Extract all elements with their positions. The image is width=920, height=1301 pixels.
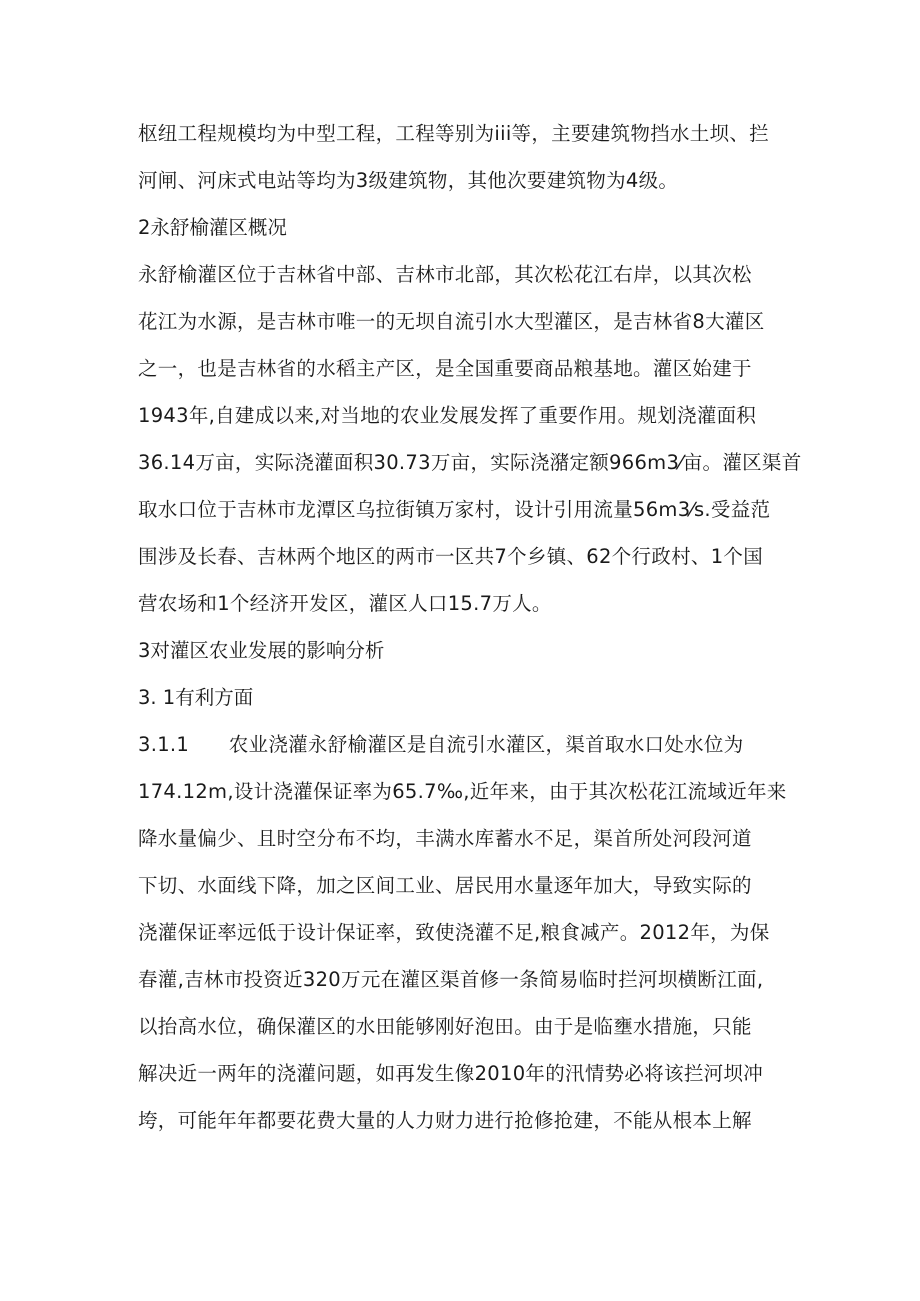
section-heading: 2永舒榆灌区概况 [138, 216, 287, 239]
text-line: 浇灌保证率远低于设计保证率，致使浇灌不足,粮食减产。2012年，为保 [138, 921, 770, 944]
text-line: 河闸、河床式电站等均为3级建筑物，其他次要建筑物为4级。 [138, 169, 679, 192]
text-line: 降水量偏少、且时空分布不均，丰满水库蓄水不足，渠首所处河段河道 [138, 827, 752, 850]
section-heading: 3对灌区农业发展的影响分析 [138, 639, 385, 662]
text-line: 174.12m,设计浇灌保证率为65.7‰,近年来，由于其次松花江流域近年来 [138, 780, 787, 803]
text-line: 36.14万亩，实际浇灌面积30.73万亩，实际浇潴定额966m3⁄亩。灌区渠首 [138, 451, 802, 474]
text-line: 以抬高水位，确保灌区的水田能够刚好泡田。由于是临壅水措施，只能 [138, 1015, 752, 1038]
text-line: 之一，也是吉林省的水稻主产区，是全国重要商品粮基地。灌区始建于 [138, 357, 752, 380]
text-line: 解决近一两年的浇灌问题，如再发生像2010年的汛情势必将该拦河坝冲 [138, 1062, 764, 1085]
text-line: 春灌,吉林市投资近320万元在灌区渠首修一条简易临时拦河坝横断江面, [138, 968, 764, 991]
text-line: 永舒榆灌区位于吉林省中部、吉林市北部，其次松花江右岸，以其次松 [138, 263, 752, 286]
text-line: 营农场和1个经济开发区，灌区人口15.7万人。 [138, 592, 552, 615]
text-line: 花江为水源，是吉林市唯一的无坝自流引水大型灌区，是吉林省8大灌区 [138, 310, 765, 333]
text-line: 1943年,自建成以来,对当地的农业发展发挥了重要作用。规划浇灌面积 [138, 404, 757, 427]
subsection-heading: 3. 1有利方面 [138, 686, 254, 709]
text-line: 下切、水面线下降，加之区间工业、居民用水量逐年加大，导致实际的 [138, 874, 752, 897]
text-line: 枢纽工程规模均为中型工程，工程等别为iii等，主要建筑物挡水土坝、拦 [138, 122, 769, 145]
text-line: 围涉及长春、吉林两个地区的两市一区共7个乡镇、62个行政村、1个国 [138, 545, 764, 568]
text-line: 取水口位于吉林市龙潭区乌拉街镇万家村，设计引用流量56m3⁄s.受益范 [138, 498, 771, 521]
text-line: 垮，可能年年都要花费大量的人力财力进行抢修抢建，不能从根本上解 [138, 1109, 752, 1132]
text-line: 3.1.1 农业浇灌永舒榆灌区是自流引水灌区，渠首取水口处水位为 [138, 733, 744, 756]
